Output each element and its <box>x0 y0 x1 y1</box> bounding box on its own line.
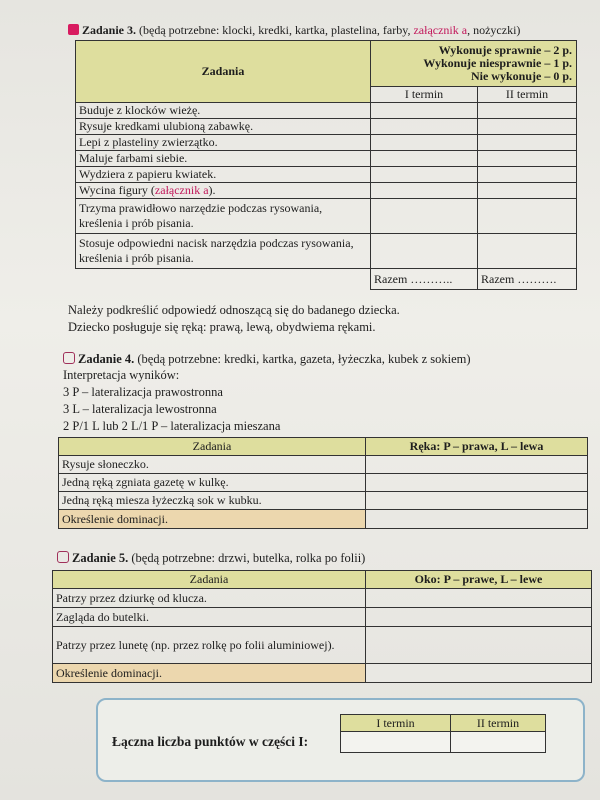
task5-answer-cell[interactable] <box>366 627 592 664</box>
points-term2-header: II termin <box>451 715 546 732</box>
task3-materials: (będą potrzebne: klocki, kredki, kartka, plastelina, farby, <box>136 23 414 37</box>
task4-dominance-row <box>59 510 588 529</box>
table-row <box>53 627 592 664</box>
task5-dominance-label: Określenie dominacji. <box>53 664 366 683</box>
task4-col-tasks: Zadania <box>59 438 366 456</box>
task3-score-cell[interactable] <box>371 234 478 269</box>
table-row <box>53 589 592 608</box>
row6-text: Wycina figury ( <box>79 183 155 197</box>
task3-row-label: Rysuje kredkami ulubioną zabawkę. <box>76 119 371 135</box>
task4-dominance-cell[interactable] <box>366 510 588 529</box>
task3-score-cell[interactable] <box>478 103 577 119</box>
points-term1-cell[interactable] <box>341 732 451 753</box>
task4-answer-cell[interactable] <box>366 456 588 474</box>
task3-scoring-header <box>371 41 577 87</box>
task3-term1-header: I termin <box>371 87 478 103</box>
task3-attachment-link[interactable]: załącznik a <box>413 23 468 37</box>
task3-score-cell[interactable] <box>478 119 577 135</box>
task3-row-label: Wydziera z papieru kwiatek. <box>76 167 371 183</box>
task4-col-hand: Ręka: P – prawa, L – lewa <box>366 438 588 456</box>
table-row <box>76 103 577 119</box>
task4-interp-right: 3 P – lateralizacja prawostronna <box>63 385 223 399</box>
task3-score-cell[interactable] <box>478 199 577 234</box>
points-summary-label: Łączna liczba punktów w części I: <box>112 734 309 749</box>
task4-materials: (będą potrzebne: kredki, kartka, gazeta, łyżeczka, kubek z sokiem) <box>134 352 471 366</box>
note-hand: Dziecko posługuje się ręką: prawą, lewą, obydwiema rękami. <box>68 320 376 334</box>
task5-row-label: Zagląda do butelki. <box>53 608 366 627</box>
task5-materials: (będą potrzebne: drzwi, butelka, rolka po folii) <box>128 551 366 565</box>
task4-answer-cell[interactable] <box>366 492 588 510</box>
scoring-0p: Nie wykonuje – 0 p. <box>470 69 572 83</box>
task3-row-label: Trzyma prawidłowo narzędzie podczas rysowania, kreślenia i prób pisania. <box>76 199 371 234</box>
task3-score-cell[interactable] <box>478 135 577 151</box>
task3-row-label: Stosuje odpowiedni nacisk narzędzia podczas rysowania, kreślenia i prób pisania. <box>76 234 371 269</box>
table-row <box>76 199 577 234</box>
task3-score-cell[interactable] <box>478 167 577 183</box>
task5-dominance-row <box>53 664 592 683</box>
task3-score-cell[interactable] <box>478 183 577 199</box>
task4-interp-left: 3 L – lateralizacja lewostronna <box>63 402 217 416</box>
task3-row-label: Lepi z plasteliny zwierzątko. <box>76 135 371 151</box>
table-row <box>76 119 577 135</box>
task3-score-cell[interactable] <box>371 103 478 119</box>
task3-score-cell[interactable] <box>371 183 478 199</box>
task3-total-term1[interactable]: Razem ……….. <box>371 269 478 290</box>
task5-dominance-cell[interactable] <box>366 664 592 683</box>
task5-table <box>52 570 592 683</box>
task3-term2-header: II termin <box>478 87 577 103</box>
task5-col-tasks: Zadania <box>53 571 366 589</box>
task5-answer-cell[interactable] <box>366 608 592 627</box>
task4-checkbox-icon[interactable] <box>63 352 75 364</box>
table-row <box>76 151 577 167</box>
task4-table <box>58 437 588 529</box>
row6-text-end: ). <box>208 183 216 197</box>
task4-answer-cell[interactable] <box>366 474 588 492</box>
task3-score-cell[interactable] <box>371 167 478 183</box>
table-row <box>59 456 588 474</box>
task3-score-cell[interactable] <box>371 135 478 151</box>
task5-answer-cell[interactable] <box>366 589 592 608</box>
task4-label: Zadanie 4. <box>78 352 135 366</box>
table-row <box>59 474 588 492</box>
task3-table <box>75 40 577 290</box>
task4-row-label: Jedną ręką miesza łyżeczką sok w kubku. <box>59 492 366 510</box>
task3-total-row <box>76 269 577 290</box>
table-row <box>76 234 577 269</box>
points-table <box>340 714 546 753</box>
table-row <box>76 135 577 151</box>
task4-row-label: Jedną ręką zgniata gazetę w kulkę. <box>59 474 366 492</box>
row6-attachment-link[interactable]: załącznik a <box>154 183 209 197</box>
note-underline: Należy podkreślić odpowiedź odnoszącą się do badanego dziecka. <box>68 303 400 317</box>
scoring-2p: Wykonuje sprawnie – 2 p. <box>438 43 572 57</box>
task3-score-cell[interactable] <box>478 234 577 269</box>
task3-checkbox-icon <box>68 24 79 35</box>
task3-row-label <box>76 183 371 199</box>
task3-row-label: Buduje z klocków wieżę. <box>76 103 371 119</box>
task3-col-tasks: Zadania <box>76 41 371 103</box>
task3-score-cell[interactable] <box>371 151 478 167</box>
task5-checkbox-icon[interactable] <box>57 551 69 563</box>
scoring-1p: Wykonuje niesprawnie – 1 p. <box>423 56 572 70</box>
task3-score-cell[interactable] <box>478 151 577 167</box>
task5-row-label: Patrzy przez dziurkę od klucza. <box>53 589 366 608</box>
task5-title <box>57 550 587 566</box>
task3-label: Zadanie 3. <box>82 23 137 37</box>
task5-col-eye: Oko: P – prawe, L – lewe <box>366 571 592 589</box>
task3-title <box>68 23 588 38</box>
task3-materials-end: , nożyczki) <box>467 23 521 37</box>
task4-interp-mixed: 2 P/1 L lub 2 L/1 P – lateralizacja mieszana <box>63 419 281 433</box>
task4-dominance-label: Określenie dominacji. <box>59 510 366 529</box>
points-term1-header: I termin <box>341 715 451 732</box>
task3-score-cell[interactable] <box>371 119 478 135</box>
task3-total-term2[interactable]: Razem ………. <box>478 269 577 290</box>
task3-row-label: Maluje farbami siebie. <box>76 151 371 167</box>
table-row <box>76 183 577 199</box>
table-row <box>76 167 577 183</box>
task3-score-cell[interactable] <box>371 199 478 234</box>
task4-interpretation: Interpretacja wyników: <box>63 368 180 382</box>
points-term2-cell[interactable] <box>451 732 546 753</box>
task5-label: Zadanie 5. <box>72 551 129 565</box>
points-summary-box <box>96 698 585 782</box>
task4-row-label: Rysuje słoneczko. <box>59 456 366 474</box>
table-row <box>53 608 592 627</box>
table-row <box>59 492 588 510</box>
task5-row-label: Patrzy przez lunetę (np. przez rolkę po folii aluminiowej). <box>53 627 366 664</box>
task4-title <box>63 351 593 367</box>
